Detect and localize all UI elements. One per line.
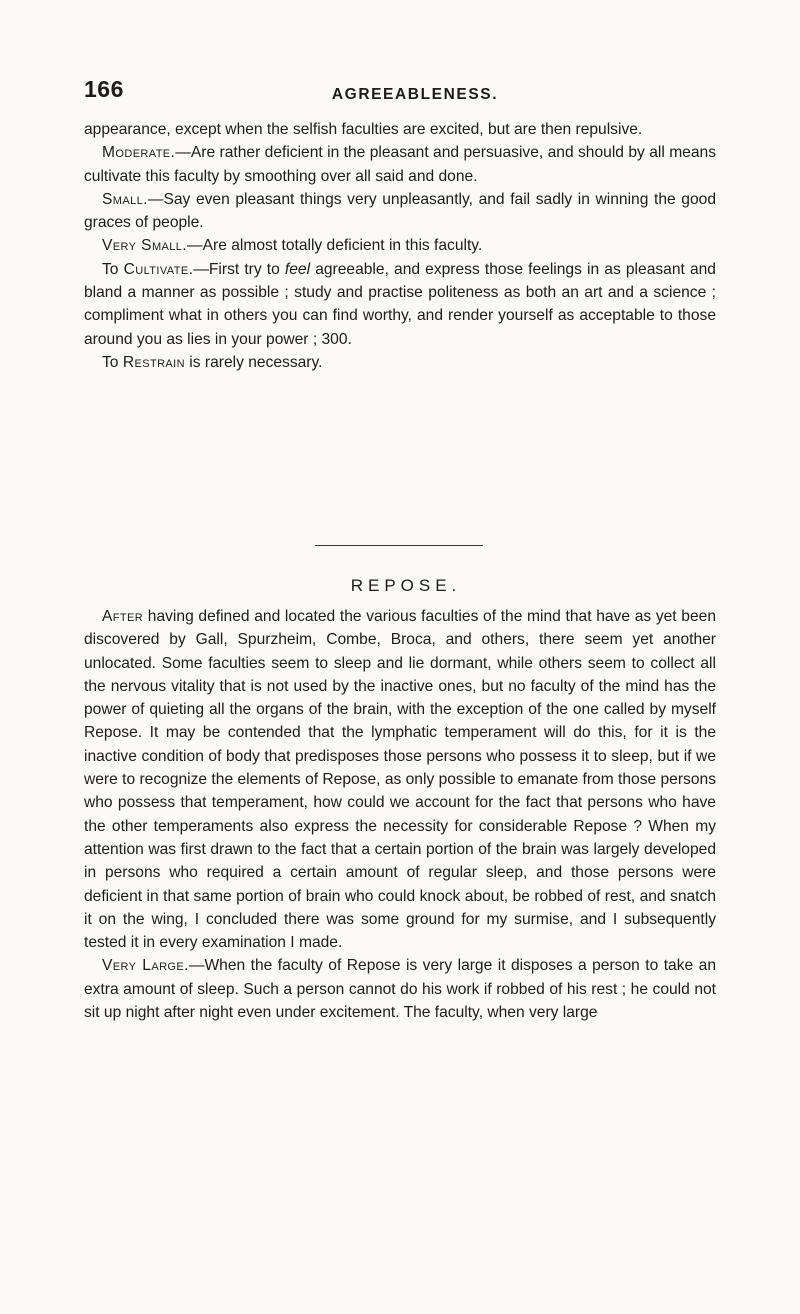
emphasis-feel: feel <box>284 260 311 278</box>
label-restrain: Restrain <box>122 353 185 371</box>
paragraph-appearance: appearance, except when the selfish faculties are excited, but are then repulsive. <box>84 121 643 138</box>
page-number: 166 <box>84 76 124 102</box>
label-very-small: Very Small. <box>102 237 188 255</box>
text-after: having defined and located the various faculties of the mind that have as yet been discovered by Gall, Spurzheim, Combe, Broca, and others, there seem yet another unlocated. Some faculties seem to sleep and lie dormant, while others seem to collect all the nervous vitality that is not used by the inactive ones, but no faculty of the mind has the power of quieting all the organs of the brain, with the exception of the one called by myself Repose. It may be contended that the lymphatic temperament will do this, for it is the inactive condition of body that predisposes those persons who possess it to sleep, but if we were to recognize the elements of Repose, as only possible to emanate from those persons who possess that temperament, how could we account for the fact that persons who have the other temperaments also express the necessity for considerable Repose ? When my attention was first drawn to the fact that a certain portion of the brain was largely developed in persons who required a certain amount of regular sleep, and those persons were deficient in that same portion of brain who could knock about, be robbed of rest, and snatch it on the wing, I concluded there was some ground for my surmise, and I subsequently tested it in every examination I made. <box>84 608 716 952</box>
label-moderate: Moderate. <box>102 144 176 162</box>
text-very-large: —When the faculty of Repose is very large it disposes a person to take an extra amount of sleep. Such a person cannot do his work if robbed of his rest ; he could not sit up night after night even under excitement. The faculty, when very large <box>84 957 716 1022</box>
text-cultivate-a: —First try to <box>193 260 285 278</box>
label-after: After <box>102 608 144 625</box>
paragraph-after <box>84 605 716 954</box>
prefix-restrain: To <box>102 353 123 371</box>
section-divider <box>315 545 483 546</box>
label-cultivate: Cultivate. <box>123 260 194 278</box>
label-small: Small. <box>102 190 148 208</box>
paragraph-very-small <box>84 234 716 257</box>
text-restrain: is rarely necessary. <box>184 353 323 371</box>
paragraph-very-large <box>84 954 716 1024</box>
label-very-large: Very Large. <box>102 957 189 975</box>
text-very-small: —Are almost totally deficient in this faculty. <box>187 237 483 255</box>
text-moderate: —Are rather deficient in the pleasant and persuasive, and should by all means cultivate this faculty by smoothing over all said and done. <box>84 144 716 185</box>
running-head: AGREEABLENESS. <box>331 86 499 103</box>
paragraph-small <box>84 188 716 235</box>
agreeableness-continuation <box>84 118 716 374</box>
paragraph-cultivate <box>84 258 716 351</box>
text-small: —Say even pleasant things very unpleasantly, and fail sadly in winning the good graces of people. <box>84 190 716 232</box>
paragraph-moderate <box>84 141 716 188</box>
text-cultivate-b: agreeable, and express those feelings in as pleasant and bland a manner as possible ; study and practise politeness as both an art and a science ; compliment what in others you can find worthy, and render yourself as acceptable to those around you as lies in your power ; 300. <box>84 260 716 348</box>
paragraph-restrain <box>84 351 716 374</box>
prefix-cultivate: To <box>102 260 124 278</box>
repose-section-body <box>84 605 716 1024</box>
section-title: REPOSE. <box>350 576 462 595</box>
